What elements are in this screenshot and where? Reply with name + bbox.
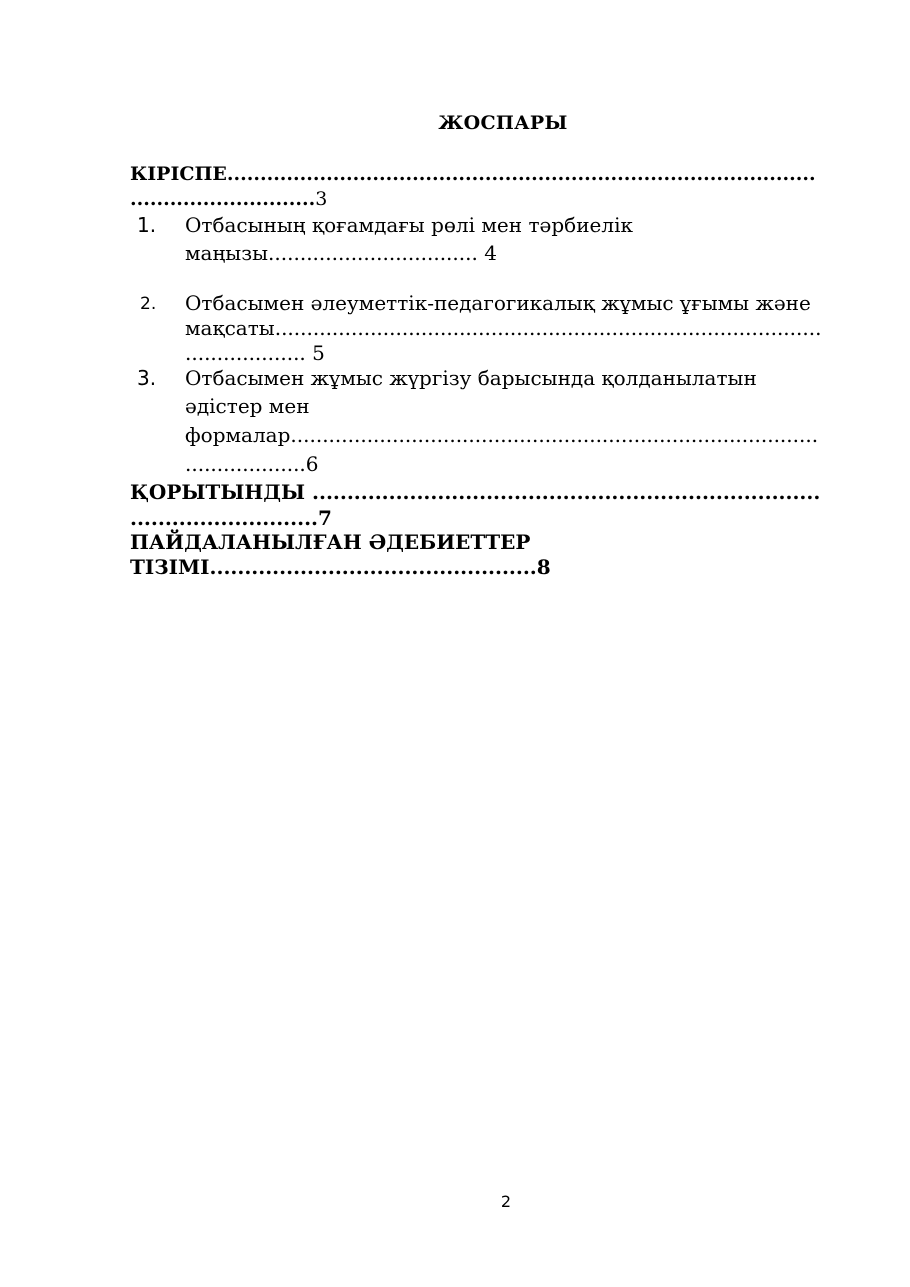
toc-item1-number: 1. (137, 213, 157, 237)
toc-conclusion-line1: ҚОРЫТЫНДЫ ......................................................................... (130, 480, 821, 504)
page-title: ЖОСПАРЫ (438, 112, 568, 134)
toc-conclusion-line2: ...........................7 (130, 506, 332, 530)
toc-item3-line1: Отбасымен жұмыс жүргізу барысында қолданылатын (185, 366, 757, 390)
page-number: 2 (500, 1192, 512, 1211)
toc-intro-line1: КІРІСПЕ......................................................................................... (130, 163, 816, 185)
toc-item3-line4: ...................6 (185, 452, 319, 476)
toc-references-line2: ТІЗІМІ...............................................8 (130, 555, 551, 579)
toc-intro-dots: ............................ (130, 188, 316, 210)
toc-references-line1: ПАЙДАЛАНЫЛҒАН ӘДЕБИЕТТЕР (130, 530, 531, 554)
toc-intro-line2 (130, 188, 327, 210)
toc-item2-line3: ................... 5 (185, 341, 325, 365)
toc-item3-line2: әдістер мен (185, 394, 310, 418)
toc-item3-number: 3. (137, 366, 157, 390)
toc-item3-line3: формалар................................................................................... (185, 423, 819, 447)
toc-intro-page: 3 (315, 188, 328, 210)
toc-item2-line2: мақсаты...................................................................................... (185, 316, 822, 340)
toc-item1-line2: маңызы................................. 4 (185, 241, 497, 265)
toc-item2-line1: Отбасымен әлеуметтік-педагогикалық жұмыс ұғымы және (185, 291, 811, 315)
toc-item1-line1: Отбасының қоғамдағы рөлі мен тәрбиелік (185, 213, 633, 237)
toc-item2-number: 2. (140, 294, 157, 314)
